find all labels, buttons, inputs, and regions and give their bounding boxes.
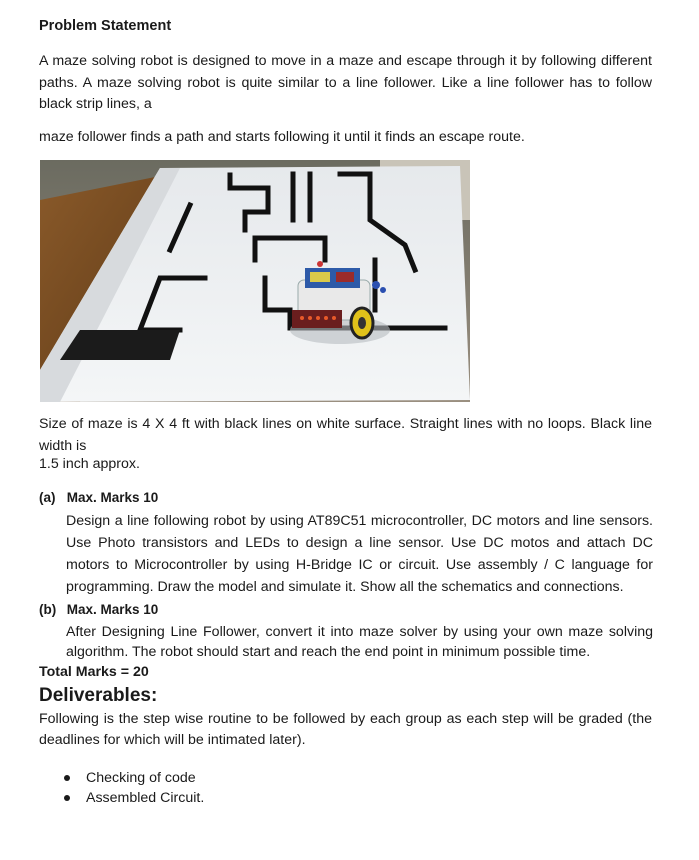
maze-robot-photo xyxy=(40,160,470,402)
part-a-label xyxy=(39,490,158,505)
intro-paragraph-2: maze follower finds a path and starts following it until it finds an escape route. xyxy=(39,129,525,145)
part-b-text: After Designing Line Follower, convert it into maze solver by using your own maze solving algorithm. The robot should start and reach the end point in minimum possible time. xyxy=(66,624,653,660)
deliverables-list xyxy=(62,768,204,808)
total-marks: Total Marks = 20 xyxy=(39,664,149,680)
maze-size-text-line1: Size of maze is 4 X 4 ft with black lines on white surface. Straight lines with no loops. Black line width is xyxy=(39,416,652,454)
part-a-number: (a) xyxy=(39,490,56,505)
part-a-title: Max. Marks 10 xyxy=(66,490,159,505)
deliverables-heading: Deliverables: xyxy=(39,685,158,706)
part-b-title: Max. Marks 10 xyxy=(66,602,159,617)
list-item: Assembled Circuit. xyxy=(62,788,204,808)
intro-paragraph-1: A maze solving robot is designed to move in a maze and escape through it by following different paths. A maze solving robot is quite similar to a line follower. Like a line follower has to follow black strip lines, a xyxy=(39,53,652,112)
deliverables-text: Following is the step wise routine to be followed by each group as each step will be graded (the deadlines for which will be intimated later). xyxy=(39,711,652,748)
problem-statement-heading: Problem Statement xyxy=(39,18,172,34)
part-b-label xyxy=(39,602,158,617)
part-a-text: Design a line following robot by using AT89C51 microcontroller, DC motors and line sensors. Use Photo transistors and LEDs to design a line sensor. Use DC motos and attach DC motors to Microcontroller by using H-Bridge IC or circuit. Use assembly / C language for programming. Draw the model and simulate it. Show all the schematics and connections. xyxy=(66,513,653,595)
list-item: Checking of code xyxy=(62,768,204,788)
maze-size-text-line2: 1.5 inch approx. xyxy=(39,456,140,472)
part-b-number: (b) xyxy=(39,602,57,617)
